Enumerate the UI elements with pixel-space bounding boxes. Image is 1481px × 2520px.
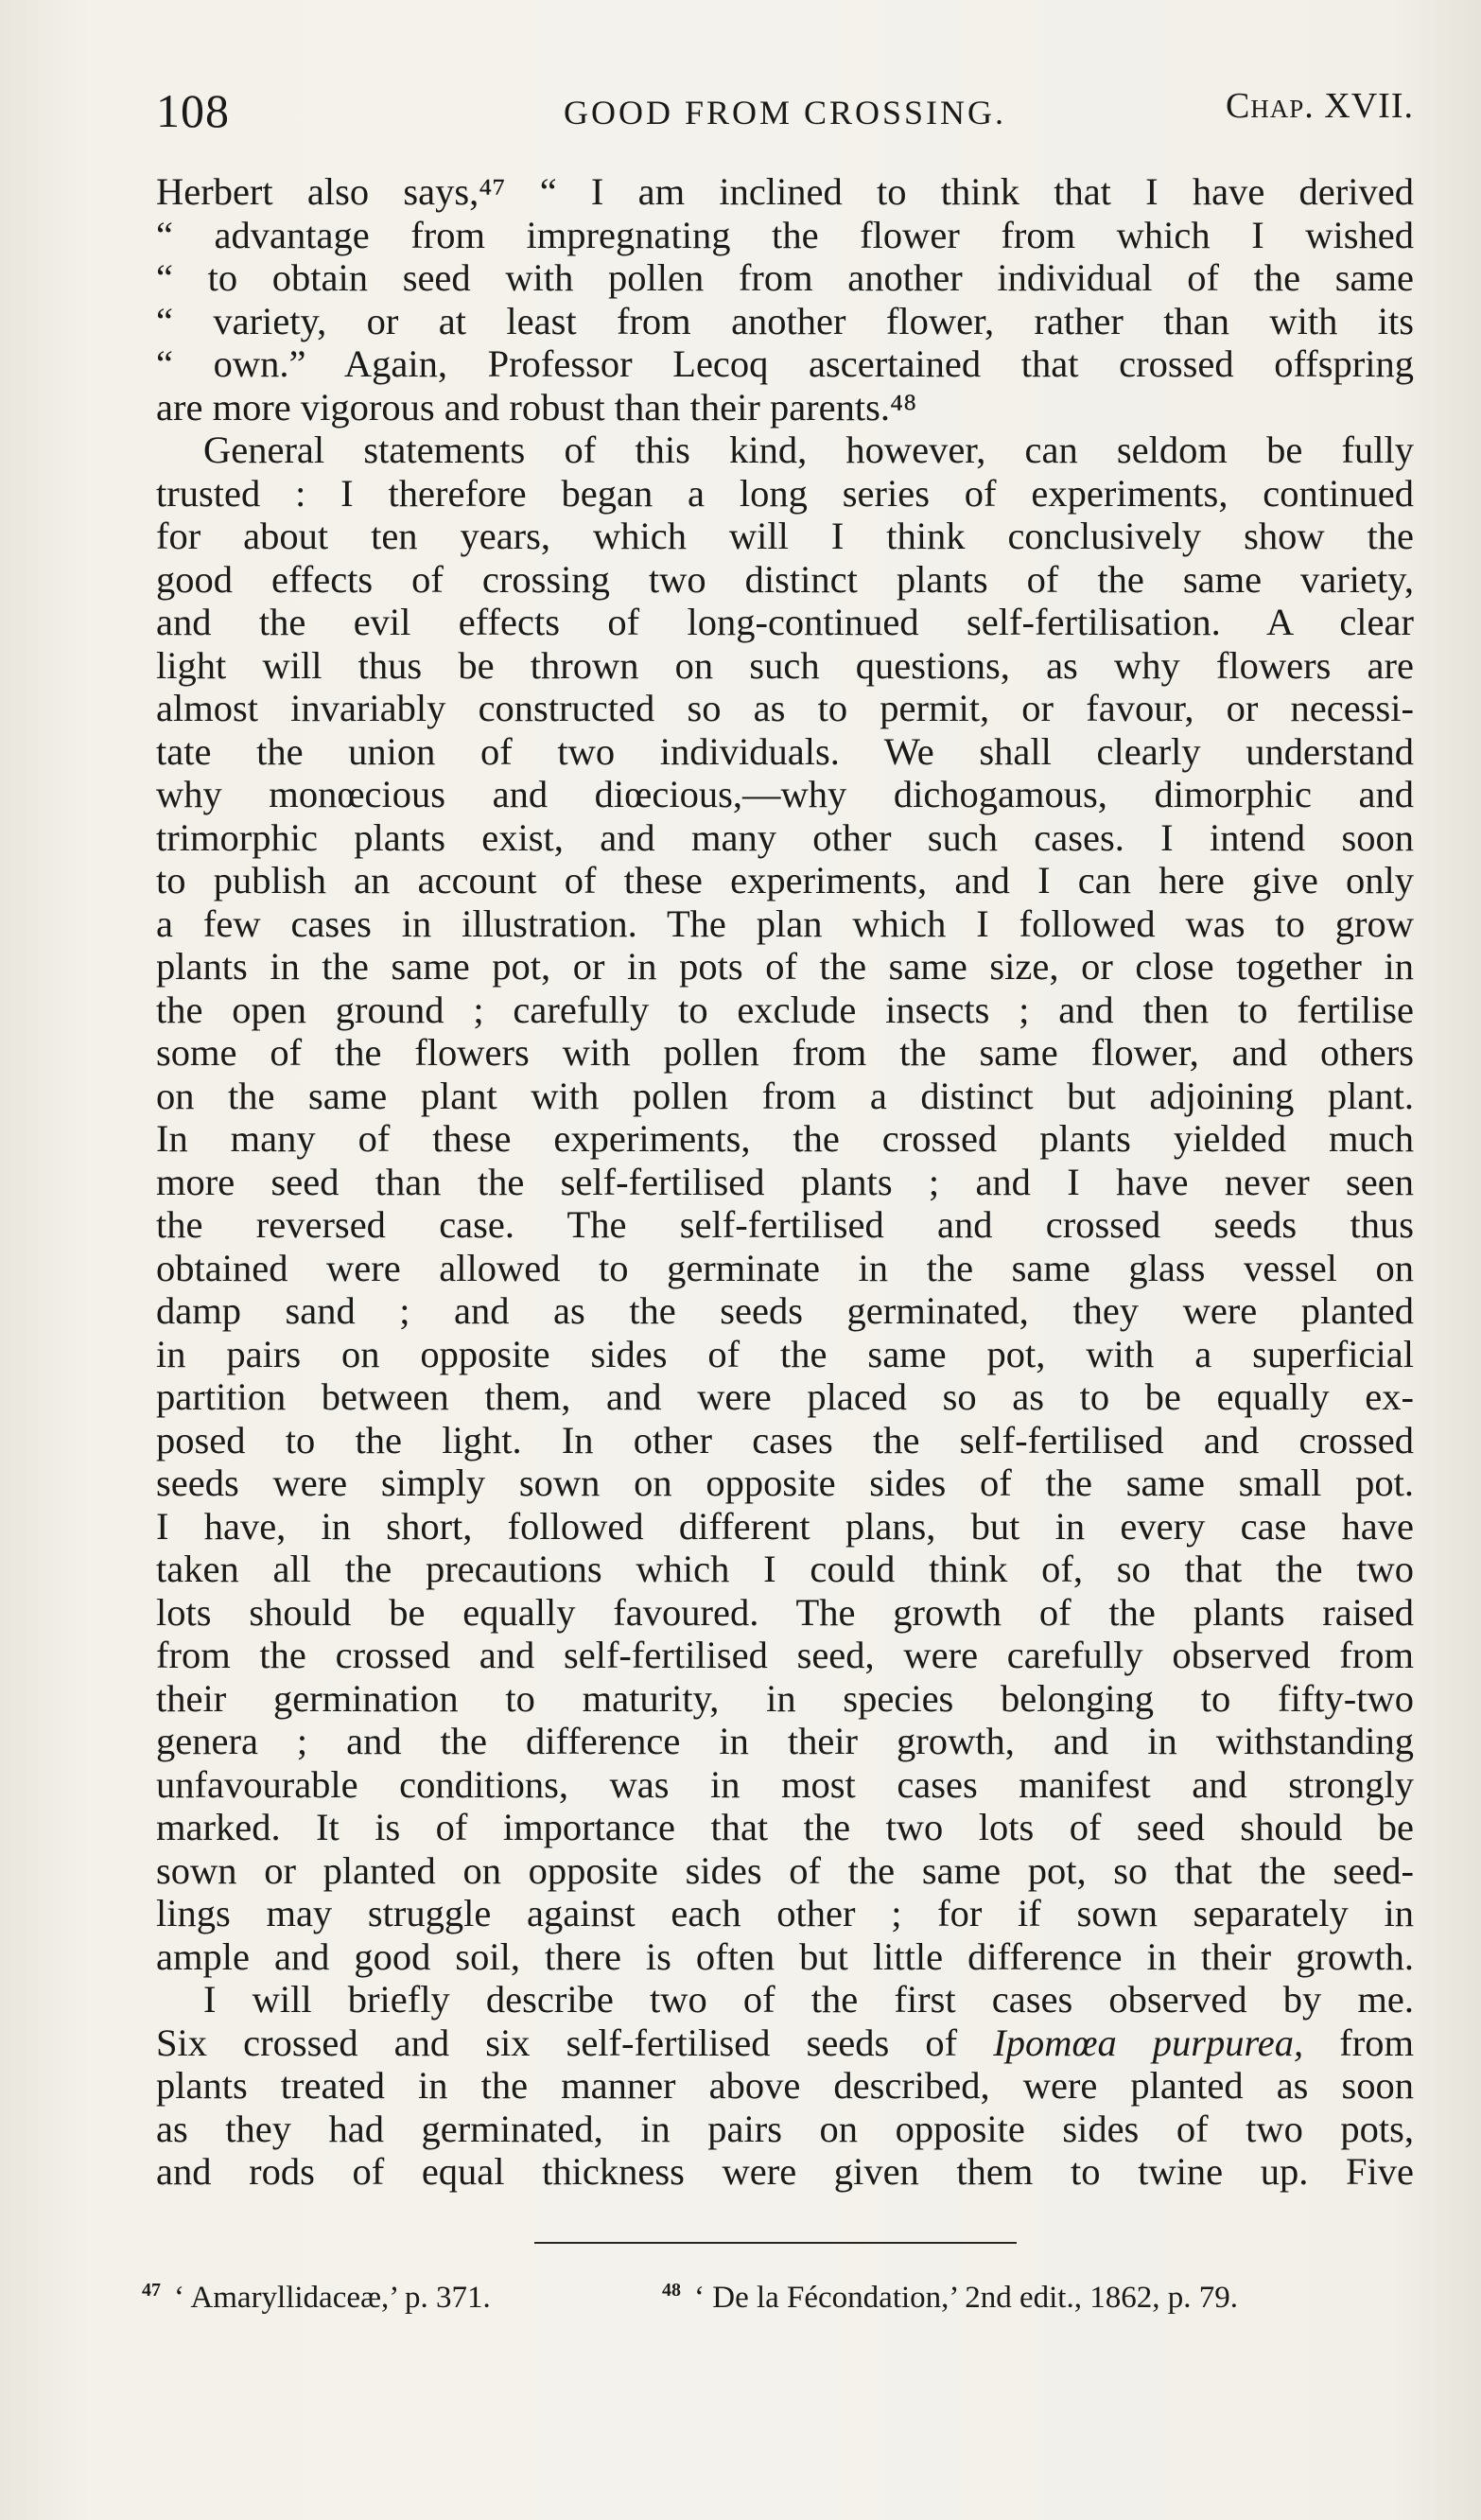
text-line: lots should be equally favoured. The growth of the plants raised: [156, 1590, 1414, 1634]
footnotes: [142, 2280, 1428, 2327]
body-text: [156, 170, 1414, 2194]
text-line: “ advantage from impregnating the flower from which I wished: [156, 213, 1414, 256]
text-line: Herbert also says,⁴⁷ “ I am inclined to think that I have derived: [156, 170, 1414, 213]
footnote-47: [142, 2280, 491, 2316]
chapter-reference: Chap. XVII.: [1225, 86, 1414, 126]
text-line: I will briefly describe two of the first cases observed by me.: [203, 1978, 1414, 2021]
text-line: seeds were simply sown on opposite sides of the same small pot.: [156, 1461, 1414, 1504]
text-line: the open ground ; carefully to exclude insects ; and then to fertilise: [156, 988, 1414, 1031]
text-line: to publish an account of these experiments, and I can here give only: [156, 859, 1414, 901]
text-line: for about ten years, which will I think conclusively show the: [156, 515, 1414, 557]
text-line: unfavourable conditions, was in most cases manifest and strongly: [156, 1762, 1414, 1806]
footnote-48: [662, 2280, 1238, 2316]
footnote-48-number: 48: [662, 2280, 681, 2301]
text-line: ample and good soil, there is often but little difference in their growth.: [156, 1934, 1414, 1978]
text-line: marked. It is of importance that the two lots of seed should be: [156, 1806, 1414, 1848]
text-line: on the same plant with pollen from a distinct but adjoining plant.: [156, 1074, 1414, 1117]
text-line: their germination to maturity, in species belonging to fifty-two: [156, 1676, 1414, 1720]
text-line: posed to the light. In other cases the self-fertilised and crossed: [156, 1418, 1414, 1461]
text-line: partition between them, and were placed so as to be equally ex-: [156, 1375, 1414, 1418]
text-line: taken all the precautions which I could think of, so that the two: [156, 1548, 1414, 1590]
footnote-47-number: 47: [142, 2280, 161, 2301]
text-line: damp sand ; and as the seeds germinated, they were planted: [156, 1289, 1414, 1332]
text-line: a few cases in illustration. The plan which I followed was to grow: [156, 901, 1414, 945]
text-line: and the evil effects of long-continued self-fertilisation. A clear: [156, 601, 1414, 643]
text-line: plants in the same pot, or in pots of the same size, or close together in: [156, 945, 1414, 988]
text-line: as they had germinated, in pairs on opposite sides of two pots,: [156, 2107, 1414, 2150]
text-line: “ own.” Again, Professor Lecoq ascertained that crossed offspring: [156, 342, 1414, 385]
footnote-47-text: ‘ Amaryllidaceæ,’ p. 371.: [174, 2281, 491, 2315]
text-line: obtained were allowed to germinate in the same glass vessel on: [156, 1246, 1414, 1289]
text-line: are more vigorous and robust than their parents.⁴⁸: [156, 385, 917, 429]
species-name: Ipomœa purpurea,: [993, 2021, 1304, 2064]
text-line: the reversed case. The self-fertilised and crossed seeds thus: [156, 1203, 1414, 1246]
footnote-divider: [534, 2242, 1017, 2244]
text-line: plants treated in the manner above described, were planted as soon: [156, 2064, 1414, 2107]
text-line: more seed than the self-fertilised plants ; and I have never seen: [156, 1160, 1414, 1203]
text-line: In many of these experiments, the crossed plants yielded much: [156, 1117, 1414, 1160]
text-line: from the crossed and self-fertilised seed, were carefully observed from: [156, 1634, 1414, 1676]
text-line: “ variety, or at least from another flower, rather than with its: [156, 299, 1414, 342]
text-line: genera ; and the difference in their growth, and in withstanding: [156, 1720, 1414, 1762]
running-title: GOOD FROM CROSSING.: [563, 94, 1007, 131]
text-line: almost invariably constructed so as to permit, or favour, or necessi-: [156, 687, 1414, 729]
text-line: and rods of equal thickness were given them to twine up. Five: [156, 2150, 1414, 2193]
text-line: why monœcious and diœcious,—why dichogamous, dimorphic and: [156, 773, 1414, 815]
text-line: Six crossed and six self-fertilised seeds of Ipomœa purpurea, from: [156, 2021, 1414, 2064]
footnote-48-text: ‘ De la Fécondation,’ 2nd edit., 1862, p. 79.: [694, 2281, 1238, 2315]
page-number: 108: [156, 84, 230, 137]
text-line: sown or planted on opposite sides of the same pot, so that the seed-: [156, 1848, 1414, 1892]
text-line: lings may struggle against each other ; for if sown separately in: [156, 1892, 1414, 1934]
text-line: trusted : I therefore began a long series of experiments, continued: [156, 471, 1414, 515]
text-line: I have, in short, followed different plans, but in every case have: [156, 1504, 1414, 1548]
text-line: light will thus be thrown on such questions, as why flowers are: [156, 643, 1414, 687]
text-line: in pairs on opposite sides of the same pot, with a superficial: [156, 1332, 1414, 1375]
text-line: “ to obtain seed with pollen from another individual of the same: [156, 256, 1414, 299]
page-header: [156, 83, 1414, 149]
text-line: trimorphic plants exist, and many other such cases. I intend soon: [156, 815, 1414, 859]
text-line: General statements of this kind, however, can seldom be fully: [203, 429, 1414, 471]
text-line: some of the flowers with pollen from the same flower, and others: [156, 1031, 1414, 1074]
text-line: good effects of crossing two distinct plants of the same variety,: [156, 557, 1414, 601]
text-line: tate the union of two individuals. We shall clearly understand: [156, 729, 1414, 773]
